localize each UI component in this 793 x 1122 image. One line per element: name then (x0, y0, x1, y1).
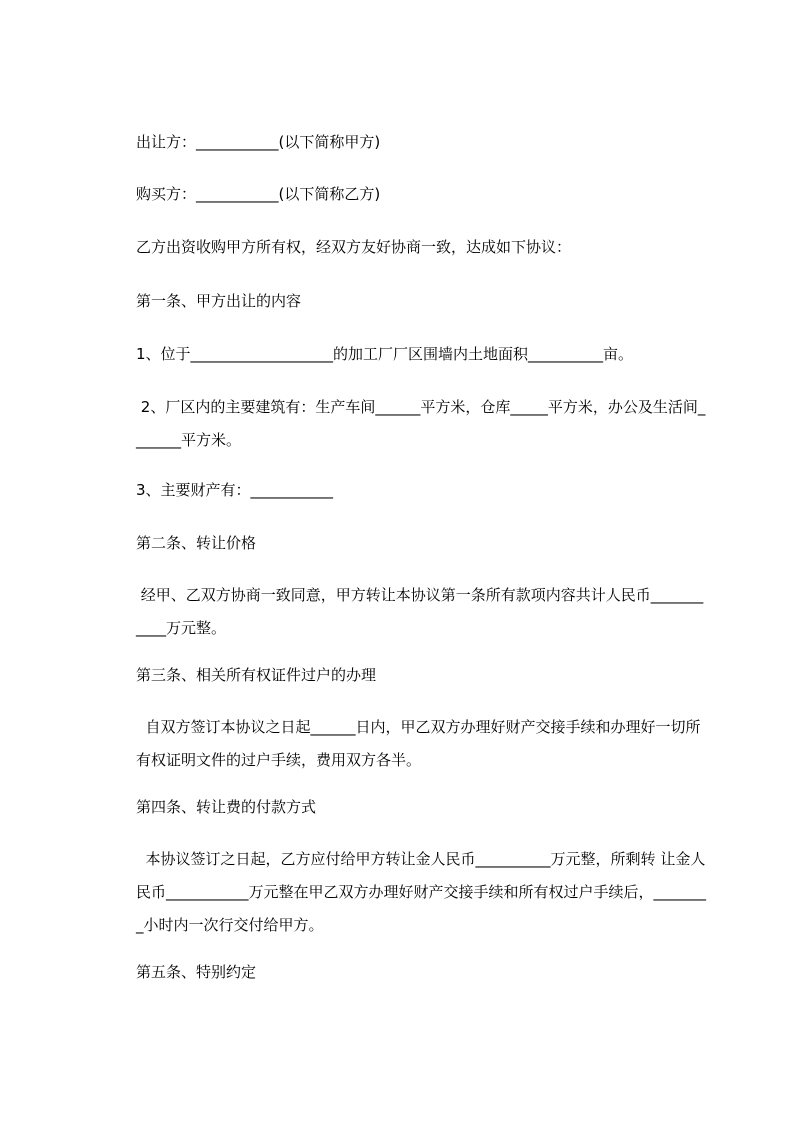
seller-line: 出让方：___________(以下简称甲方) (136, 133, 381, 151)
article-3-heading: 第三条、相关所有权证件过户的办理 (136, 666, 377, 684)
article-5-heading: 第五条、特别约定 (136, 963, 257, 981)
article-1-item-3: 3、主要财产有：___________ (136, 481, 334, 499)
article-1-heading: 第一条、甲方出让的内容 (136, 292, 302, 310)
intro-paragraph: 乙方出资收购甲方所有权，经双方友好协商一致，达成如下协议： (136, 238, 572, 256)
buyer-line: 购买方：___________(以下简称乙方) (136, 185, 381, 203)
article-2-heading: 第二条、转让价格 (136, 534, 257, 552)
article-1-item-1: 1、位于___________________的加工厂厂区围墙内土地面积__________亩。 (136, 345, 634, 363)
article-4-heading: 第四条、转让费的付款方式 (136, 798, 317, 816)
article-3-body: 自双方签订本协议之日起______日内，甲乙双方办理好财产交接手续和办理好一切所有权证明文件的过户手续，费用双方各半。 (136, 718, 701, 769)
article-1-item-2: 2、厂区内的主要建筑有：生产车间______平方米，仓库_____平方米，办公及生活间_______平方米。 (136, 398, 706, 449)
article-2-body: 经甲、乙双方协商一致同意，甲方转让本协议第一条所有款项内容共计人民币___________万元整。 (136, 586, 704, 637)
article-4-body: 本协议签订之日起，乙方应付给甲方转让金人民币__________万元整，所剩转 让金人民币___________万元整在甲乙双方办理好财产交接手续和所有权过户手续后，________小时内一次行交付给甲方。 (136, 850, 707, 934)
